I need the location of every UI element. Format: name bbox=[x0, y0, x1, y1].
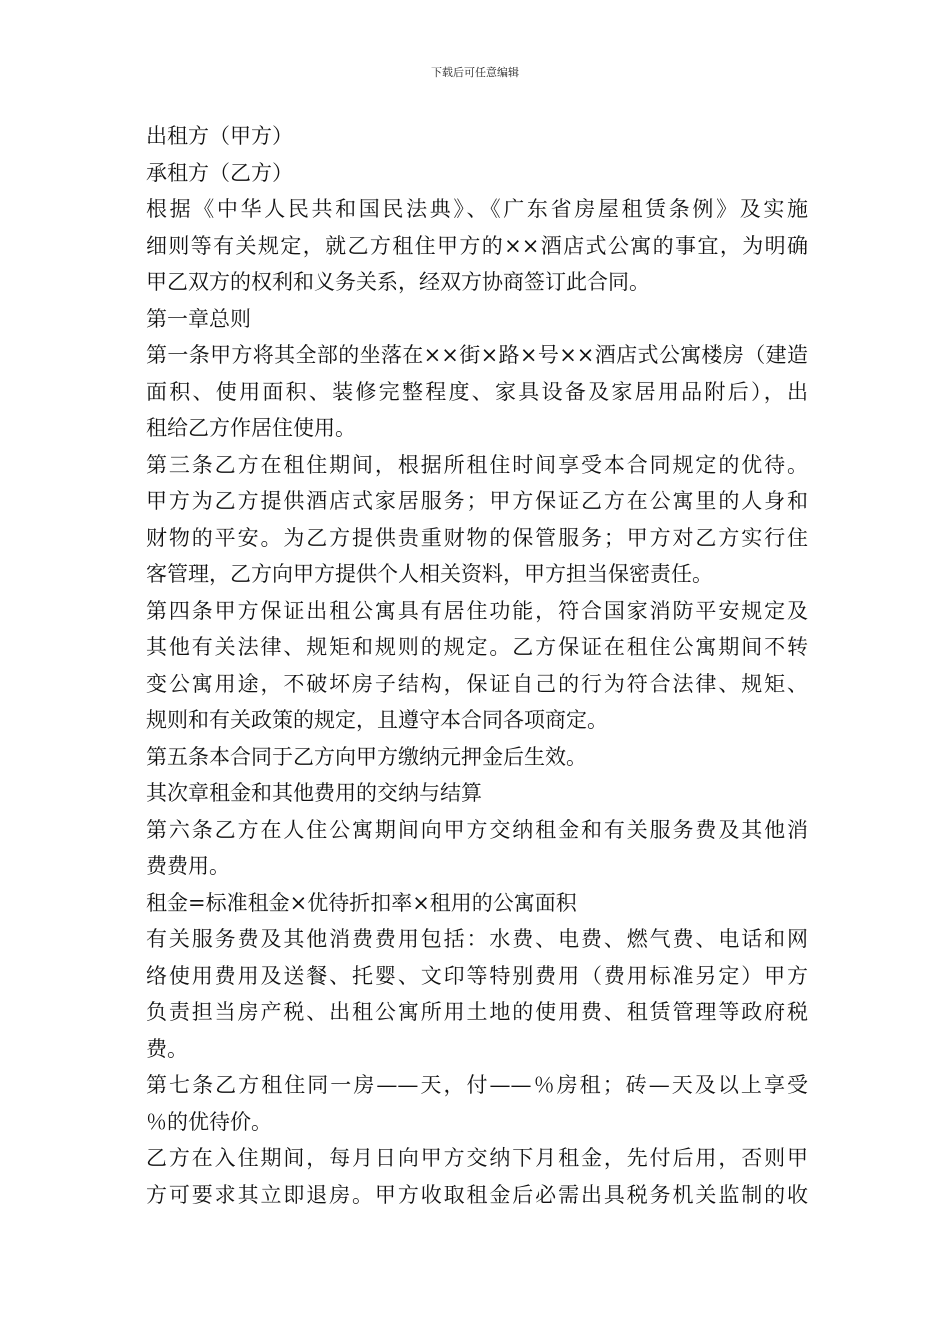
text-line: 第五条本合同于乙方向甲方缴纳元押金后生效。 bbox=[146, 744, 587, 769]
text-line: 承租方（乙方） bbox=[146, 160, 293, 185]
text-line: 第一条甲方将其全部的坐落在××街×路×号××酒店式公寓楼房（建造 bbox=[146, 343, 808, 367]
page-header: 下载后可任意编辑 bbox=[431, 66, 519, 79]
contract-body bbox=[146, 118, 808, 1213]
text-line: 第四条甲方保证出租公寓具有居住功能，符合国家消防平安规定及 bbox=[146, 598, 808, 623]
text-line: 其他有关法律、规矩和规则的规定。乙方保证在租住公寓期间不转 bbox=[146, 635, 808, 659]
text-line: 租给乙方作居住使用。 bbox=[146, 416, 356, 440]
text-line: 客管理，乙方向甲方提供个人相关资料，甲方担当保密责任。 bbox=[146, 562, 713, 586]
text-line: 乙方在入住期间，每月日向甲方交纳下月租金，先付后用，否则甲 bbox=[146, 1146, 808, 1170]
text-line: 有关服务费及其他消费费用包括：水费、电费、燃气费、电话和网 bbox=[146, 927, 808, 951]
text-line: 其次章租金和其他费用的交纳与结算 bbox=[146, 781, 482, 805]
text-line: 络使用费用及送餐、托婴、文印等特别费用（费用标准另定）甲方 bbox=[146, 963, 808, 988]
text-line: 根据《中华人民共和国民法典》、《广东省房屋租赁条例》及实施 bbox=[146, 197, 808, 221]
text-line: 财物的平安。为乙方提供贵重财物的保管服务；甲方对乙方实行住 bbox=[146, 525, 808, 550]
text-line: 负责担当房产税、出租公寓所用土地的使用费、租赁管理等政府税 bbox=[146, 1000, 808, 1024]
text-line: 甲方为乙方提供酒店式家居服务；甲方保证乙方在公寓里的人身和 bbox=[146, 489, 808, 513]
text-line: 第六条乙方在人住公寓期间向甲方交纳租金和有关服务费及其他消 bbox=[146, 817, 808, 842]
text-line: 细则等有关规定，就乙方租住甲方的××酒店式公寓的事宜，为明确 bbox=[146, 233, 808, 258]
text-line: 方可要求其立即退房。甲方收取租金后必需出具税务机关监制的收 bbox=[146, 1182, 808, 1207]
text-line: 甲乙双方的权利和义务关系，经双方协商签订此合同。 bbox=[146, 270, 650, 294]
text-line: 规则和有关政策的规定，且遵守本合同各项商定。 bbox=[146, 708, 608, 732]
text-line: 租金=标准租金×优待折扣率×租用的公寓面积 bbox=[146, 890, 577, 915]
text-line: 面积、使用面积、装修完整程度、家具设备及家居用品附后），出 bbox=[146, 379, 808, 404]
text-line: 费。 bbox=[146, 1036, 188, 1061]
text-line: 出租方（甲方） bbox=[146, 124, 293, 148]
text-line: ％的优待价。 bbox=[146, 1109, 272, 1134]
text-line: 费费用。 bbox=[146, 854, 230, 878]
text-line: 第三条乙方在租住期间，根据所租住时间享受本合同规定的优待。 bbox=[146, 452, 808, 477]
text-line: 第七条乙方租住同一房——天，付——％房租；砖—天及以上享受 bbox=[146, 1073, 808, 1097]
text-line: 变公寓用途，不破坏房子结构，保证自己的行为符合法律、规矩、 bbox=[146, 671, 808, 696]
text-line: 第一章总则 bbox=[146, 306, 251, 331]
